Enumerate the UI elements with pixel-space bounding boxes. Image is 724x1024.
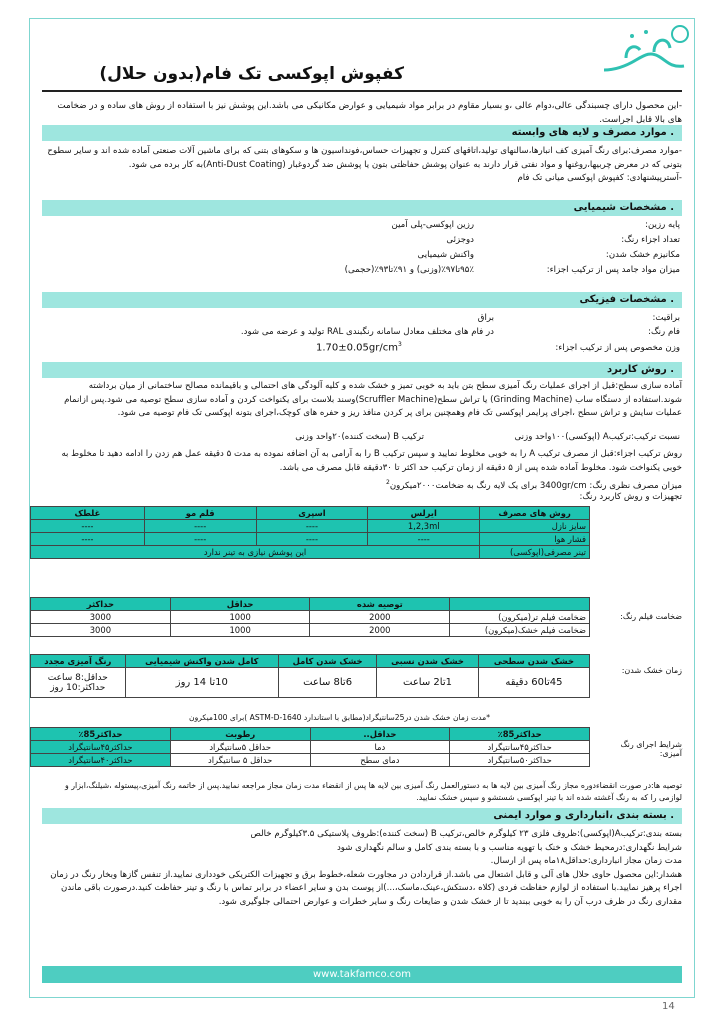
recommendation-text: توصیه ها:در صورت انقضاءدوره مجاز رنگ آمیزی بین لایه ها به دستورالعمل رنگ آمیزی بین لایه ها پس از انقضاء مدت زمان مجاز مراجعه نمایید.پس از خاتمه رنگ آمیزی،پیستوله ،شیلنگ،ابزار و لوازمی را که به رنگ آغشته شده اند با تینر اپوکسی شستشو و سپس خشک نمایید. <box>65 781 682 802</box>
theory-text: میزان مصرف نظری رنگ: 3400gr/cm برای یک لایه رنگ به ضخامت۲۰۰۰میکرون$^2$ <box>386 479 682 491</box>
table-cell: 3000 <box>31 624 171 637</box>
phys-value: براق <box>477 313 494 323</box>
storage-line: شرایط نگهداری:درمحیط خشک و خنک با تهویه مناسب و با بسته بندی کامل و سالم نگهداری شود <box>336 842 682 853</box>
phys-value: در فام های مختلف معادل سامانه رنگبندی RAL تولید و عرضه می شود. <box>240 327 494 337</box>
logo-mark-icon <box>596 22 696 82</box>
table-cell: سایز نازل <box>480 520 590 533</box>
table-header-cell: خشک شدن نسبی <box>377 655 479 668</box>
table-row <box>31 624 590 637</box>
table-cell: 45تا60 دقیقه <box>478 668 589 698</box>
usage-text <box>42 145 682 186</box>
thickness-table <box>30 597 590 637</box>
chem-value: ۹۵٪تا۹۷٪(وزنی) و ۹۱٪تا۹۳٪(حجمی) <box>344 265 474 275</box>
phys-label: براقیت: <box>652 313 680 323</box>
table-cell: 10تا 14 روز <box>125 668 279 698</box>
table-row <box>31 611 590 624</box>
table-cell: 1تا2 ساعت <box>377 668 479 698</box>
table-cell: 1000 <box>170 624 310 637</box>
table-header-cell <box>450 598 590 611</box>
ratio-b: ترکیب B (سخت کننده)۲۰واحد وزنی <box>295 432 424 442</box>
table-cell: 2000 <box>310 624 450 637</box>
section-usage-heading: . موارد مصرف و لایه های وابسته <box>42 125 682 141</box>
section-application-heading: . روش کاربرد <box>42 362 682 378</box>
conditions-label: شرایط اجرای رنگ آمیزی: <box>620 740 682 758</box>
phys-label: فام رنگ: <box>648 327 680 337</box>
table-cell: ضخامت فیلم تر(میکرون) <box>450 611 590 624</box>
table-header-cell: روش های مصرف <box>480 507 590 520</box>
table-header-cell: حداقل.. <box>310 728 450 741</box>
table-header-row <box>31 598 590 611</box>
chem-label: پایه رزین: <box>645 220 680 230</box>
thickness-label: ضخامت فیلم رنگ: <box>620 612 682 621</box>
table-header-cell: کامل شدن واکنش شیمیایی <box>125 655 279 668</box>
table-cell: ---- <box>144 520 256 533</box>
conditions-table <box>30 727 590 767</box>
footer-website-link[interactable]: www.takfamco.com <box>312 969 411 980</box>
table-row <box>31 668 590 698</box>
table-header-cell: خشک شدن سطحی <box>478 655 589 668</box>
table-row <box>31 754 590 767</box>
page-title: کفپوش اپوکسی تک فام(بدون حلال) <box>99 64 404 84</box>
table-cell: این پوشش نیازی به تینر ندارد <box>31 546 480 559</box>
table-cell: حداکثر۴۰سانتیگراد <box>31 754 171 767</box>
mixing-text: روش ترکیب اجزاء:قبل از مصرف ترکیب A را به خوبی مخلوط نمایید و سپس ترکیب B را به آرامی به آن اضافه نموده به مدت ۵ دقیقه عمل هم زدن را ادامه دهید تا مخلوط به خوبی یکنواخت شود. مخلوط آماده شده پس از ۵ دقیقه از زمان ترکیب حد اکثر تا ۳۰دقیقه قابل مصرف می باشد. <box>61 449 682 473</box>
table-cell: ---- <box>368 533 480 546</box>
usage-primer-line: -آسترپیشنهادی: کفپوش اپوکسی میانی تک فام <box>517 173 682 183</box>
table-cell: حداقل ۵سانتیگراد <box>170 741 310 754</box>
table-header-cell: حداکثر85٪ <box>31 728 171 741</box>
chem-value: واکنش شیمیایی <box>417 250 474 260</box>
drying-table <box>30 654 590 698</box>
table-header-cell: خشک شدن کامل <box>279 655 377 668</box>
ratio-a: نسبت ترکیب:ترکیبA (اپوکسی)۱۰۰واحد وزنی <box>514 432 680 442</box>
table-header-cell: قلم مو <box>144 507 256 520</box>
table-row <box>31 546 590 559</box>
table-cell: 3000 <box>31 611 171 624</box>
warning-text: هشدار:این محصول حاوی حلال های آلی و قابل اشتعال می باشد.از قراردادن در مجاورت شعله،خطوط برق و تجهیزات الکتریکی خودداری نمایید.از تنفس گازها وبخار رنگ در زمان اجراء پرهیز نمایید.با استفاده از لوازم حفاظت فردی (کلاه ،دستکش،عینک،ماسک،...)از پوست بدن و سایر اعضاء در برابر تماس با رنگ و تینر حفاظت کنید.درصورت باقی ماندن مقداری رنگ در ظرف درب آن را به خوبی ببندید تا از خشک شدن و ضایعات رنگ و سایر خطرات و عوارض احتمالی جلوگیری شود. <box>50 869 682 907</box>
table-cell: حداقل ۵ سانتیگراد <box>170 754 310 767</box>
title-divider <box>42 90 682 92</box>
table-header-cell: حداکثر85٪ <box>450 728 590 741</box>
table-header-cell: اسپری <box>256 507 368 520</box>
chem-label: تعداد اجزاء رنگ: <box>621 235 680 245</box>
table-header-cell: رطوبت <box>170 728 310 741</box>
density-value: $1.70\pm 0.05gr/cm^3$ <box>316 341 402 354</box>
table-header-cell: حداکثر <box>31 598 171 611</box>
table-row <box>31 533 590 546</box>
table-cell: ---- <box>256 520 368 533</box>
table-cell: حداکثر۴۵سانتیگراد <box>31 741 171 754</box>
table-header-row <box>31 507 590 520</box>
table-cell: تینر مصرفی(اپوکسی) <box>480 546 590 559</box>
page-number: 14 <box>662 1001 675 1012</box>
footer-website-band <box>42 966 682 983</box>
table-cell: 1,2,3ml <box>368 520 480 533</box>
table-header-row <box>31 728 590 741</box>
chem-label: میزان مواد جامد پس از ترکیب اجزاء: <box>546 265 680 275</box>
table-cell: ---- <box>144 533 256 546</box>
table-cell: ---- <box>256 533 368 546</box>
table-cell: فشار هوا <box>480 533 590 546</box>
chem-label: مکانیزم خشک شدن: <box>605 250 680 260</box>
table-cell: ضخامت فیلم خشک(میکرون) <box>450 624 590 637</box>
chem-value: دوجزئی <box>446 235 474 245</box>
usage-line: -موارد مصرف:برای رنگ آمیزی کف انبارها،سالنهای تولید،اتاقهای کنترل و تجهیزات حساس،فونداسیون ها و سکوهای بتنی که برای ماشین آلات صنعتی آماده شده اند و سایر سطوح بتونی که در معرض چربیها،روغنها و مواد نفتی قرار دارند به عنوان پوشش حفاظتی بتون یا پوشش ضد گردوغبار (Anti-Dust Coating)به کار برده می شود. <box>47 146 682 170</box>
table-header-cell: حداقل <box>170 598 310 611</box>
table-cell: دمای سطح <box>310 754 450 767</box>
methods-label: تجهیزات و روش کاربرد رنگ: <box>579 492 682 502</box>
table-cell: دما <box>310 741 450 754</box>
table-header-cell: رنگ آمیزی مجدد <box>31 655 126 668</box>
chem-value: رزین اپوکسی-پلی آمین <box>391 220 474 230</box>
phys-label: وزن مخصوص پس از ترکیب اجزاء: <box>555 343 680 353</box>
drying-label: زمان خشک شدن: <box>621 666 682 675</box>
section-packaging-heading: . بسته بندی ،انبارداری و موارد ایمنی <box>42 808 682 824</box>
table-cell: حداکثر۵۰سانتیگراد <box>450 754 590 767</box>
table-header-cell: توصیه شده <box>310 598 450 611</box>
table-header-cell: غلطک <box>31 507 145 520</box>
table-row <box>31 741 590 754</box>
table-header-row <box>31 655 590 668</box>
table-row <box>31 520 590 533</box>
table-cell: 2000 <box>310 611 450 624</box>
packaging-text <box>42 828 682 909</box>
intro-text: -این محصول دارای چسبندگی عالی،دوام عالی ،و بسیار مقاوم در برابر مواد شیمیایی و عوارض مکانیکی می باشد.این پوشش نیز با استفاده از روش های ساده و در ضخامت های بالا قابل اجراست. <box>57 101 682 125</box>
table-cell: حداقل:8 ساعت حداکثر:10 روز <box>31 668 126 698</box>
table-cell: 6تا8 ساعت <box>279 668 377 698</box>
table-cell: ---- <box>31 520 145 533</box>
table-cell: حداکثر۴۵سانتیگراد <box>450 741 590 754</box>
drying-footnote: *مدت زمان خشک شدن در25سانتیگراد(مطابق با استاندارد ASTM-D-1640 )برای 100میکرون <box>189 713 490 722</box>
section-chemical-heading: . مشخصات شیمیایی <box>42 200 682 216</box>
table-cell: 1000 <box>170 611 310 624</box>
packaging-line: بسته بندی:ترکیبA(اپوکسی):ظروف فلزی ۲۳ کیلوگرم خالص،ترکیب B (سخت کننده):ظروف پلاستیکی ۳.۵کیلوگرم خالص <box>250 829 682 839</box>
prep-text: آماده سازی سطح:قبل از اجرای عملیات رنگ آمیزی سطح بتن باید به خوبی تمیز و خشک شده و کلیه آلودگی های احتمالی و باقیمانده مصالح ساختمانی از میان برداشته شوند.استفاده از دستگاه ساب (Grinding Machine) یا تراش سطح(Scruffler Machine)وسند بلاست برای یکنواخت کردن و آماده سازی سطح توصیه می شود.پس ازانمام عملیات سایش و تراش سطح ،اجرای پرایمر اپوکسی تک فام وهمچنین برای پر کردن منافذ ریز و حفره های کوچک،اجرای بتونه اپوکسی تک فام توصیه می شود. <box>64 381 682 418</box>
shelf-life-line: مدت زمان مجاز انبارداری:حداقل۱۸ماه پس از ارسال. <box>490 856 682 866</box>
table-header-cell: ایرلس <box>368 507 480 520</box>
methods-table <box>30 506 590 559</box>
section-physical-heading: . مشخصات فیزیکی <box>42 292 682 308</box>
table-cell: ---- <box>31 533 145 546</box>
brand-logo <box>596 22 696 82</box>
